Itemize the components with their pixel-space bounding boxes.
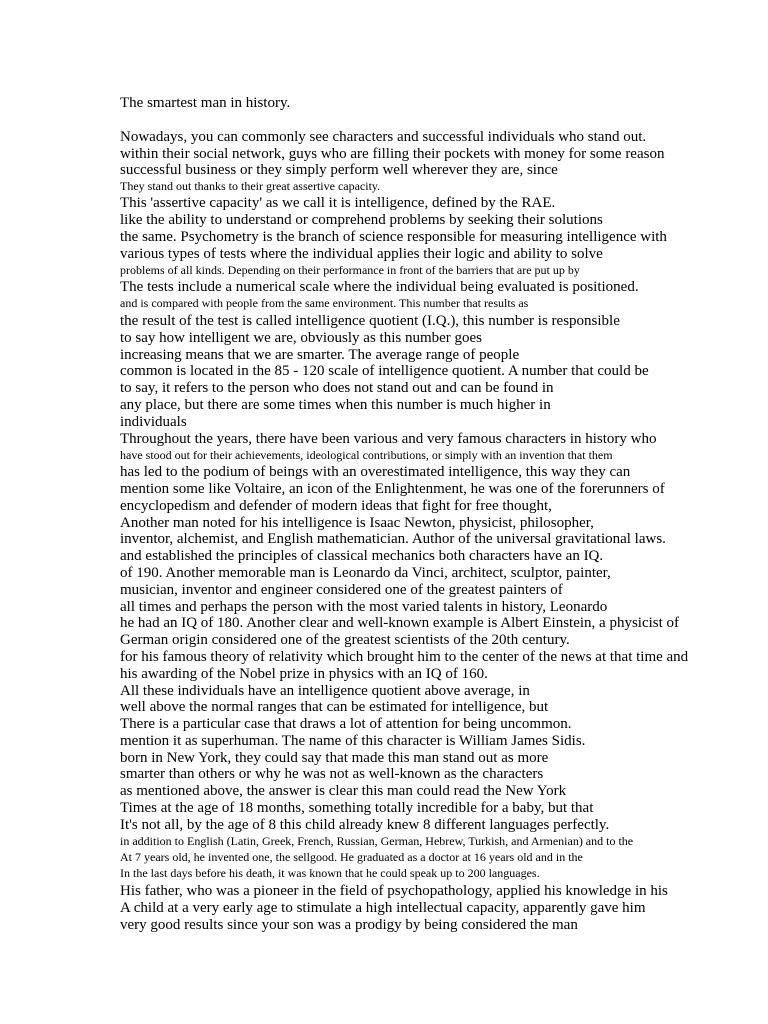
body-line: to say how intelligent we are, obviously as this number goes	[120, 330, 483, 346]
body-line: all times and perhaps the person with the most varied talents in history, Leonardo	[120, 599, 608, 615]
body-line: his awarding of the Nobel prize in physics with an IQ of 160.	[120, 666, 488, 682]
body-line: mention some like Voltaire, an icon of the Enlightenment, he was one of the forerunners of	[120, 481, 665, 497]
body-line: and is compared with people from the same environment. This number that results as	[120, 296, 529, 310]
body-line: have stood out for their achievements, ideological contributions, or simply with an invention that them	[120, 448, 613, 462]
body-line: This 'assertive capacity' as we call it is intelligence, defined by the RAE.	[120, 195, 556, 211]
body-line: in addition to English (Latin, Greek, French, Russian, German, Hebrew, Turkish, and Armenian) and to the	[120, 834, 634, 848]
body-line: Throughout the years, there have been various and very famous characters in history who	[120, 431, 657, 447]
body-line: various types of tests where the individual applies their logic and ability to solve	[120, 246, 603, 262]
body-line: Nowadays, you can commonly see characters and successful individuals who stand out.	[120, 129, 647, 145]
body-line: His father, who was a pioneer in the field of psychopathology, applied his knowledge in his	[120, 883, 668, 899]
body-line: of 190. Another memorable man is Leonardo da Vinci, architect, sculptor, painter,	[120, 565, 611, 581]
body-line: All these individuals have an intelligence quotient above average, in	[120, 683, 530, 699]
body-line: the result of the test is called intelligence quotient (I.Q.), this number is responsible	[120, 313, 620, 329]
body-line: problems of all kinds. Depending on their performance in front of the barriers that are put up by	[120, 263, 580, 277]
body-line: encyclopedism and defender of modern ideas that fight for free thought,	[120, 498, 552, 514]
body-line: smarter than others or why he was not as well-known as the characters	[120, 766, 544, 782]
body-line: as mentioned above, the answer is clear this man could read the New York	[120, 783, 567, 799]
body-line: to say, it refers to the person who does not stand out and can be found in	[120, 380, 554, 396]
body-line: mention it as superhuman. The name of this character is William James Sidis.	[120, 733, 586, 749]
body-line: There is a particular case that draws a lot of attention for being uncommon.	[120, 716, 572, 732]
body-line: within their social network, guys who are filling their pockets with money for some reason	[120, 146, 665, 162]
body-line: he had an IQ of 180. Another clear and well-known example is Albert Einstein, a physicist of	[120, 615, 680, 631]
body-line: musician, inventor and engineer considered one of the greatest painters of	[120, 582, 563, 598]
body-line: Times at the age of 18 months, something totally incredible for a baby, but that	[120, 800, 594, 816]
body-line: It's not all, by the age of 8 this child already knew 8 different languages perfectly.	[120, 817, 610, 833]
body-line: successful business or they simply perform well wherever they are, since	[120, 162, 558, 178]
body-line: for his famous theory of relativity which brought him to the center of the news at that time and	[120, 649, 689, 665]
body-line: the same. Psychometry is the branch of science responsible for measuring intelligence with	[120, 229, 667, 245]
body-line: German origin considered one of the greatest scientists of the 20th century.	[120, 632, 570, 648]
body-line: increasing means that we are smarter. The average range of people	[120, 347, 520, 363]
body-line: The tests include a numerical scale where the individual being evaluated is positioned.	[120, 279, 639, 295]
body-line: They stand out thanks to their great assertive capacity.	[120, 179, 381, 193]
body-line: very good results since your son was a prodigy by being considered the man	[120, 917, 578, 933]
body-line: A child at a very early age to stimulate a high intellectual capacity, apparently gave him	[120, 900, 646, 916]
document-title: The smartest man in history.	[120, 95, 291, 111]
body-line: and established the principles of classical mechanics both characters have an IQ.	[120, 548, 604, 564]
body-line: Another man noted for his intelligence is Isaac Newton, physicist, philosopher,	[120, 515, 594, 531]
body-line: inventor, alchemist, and English mathematician. Author of the universal gravitational laws.	[120, 531, 666, 547]
body-line: In the last days before his death, it was known that he could speak up to 200 languages.	[120, 866, 540, 880]
body-line: like the ability to understand or comprehend problems by seeking their solutions	[120, 212, 603, 228]
body-line: well above the normal ranges that can be estimated for intelligence, but	[120, 699, 549, 715]
body-line: born in New York, they could say that made this man stand out as more	[120, 750, 549, 766]
body-line: any place, but there are some times when this number is much higher in	[120, 397, 551, 413]
body-line: has led to the podium of beings with an overestimated intelligence, this way they can	[120, 464, 631, 480]
body-line: At 7 years old, he invented one, the sellgood. He graduated as a doctor at 16 years old and in the	[120, 850, 583, 864]
body-line: individuals	[120, 414, 187, 430]
body-line: common is located in the 85 - 120 scale of intelligence quotient. A number that could be	[120, 363, 649, 379]
